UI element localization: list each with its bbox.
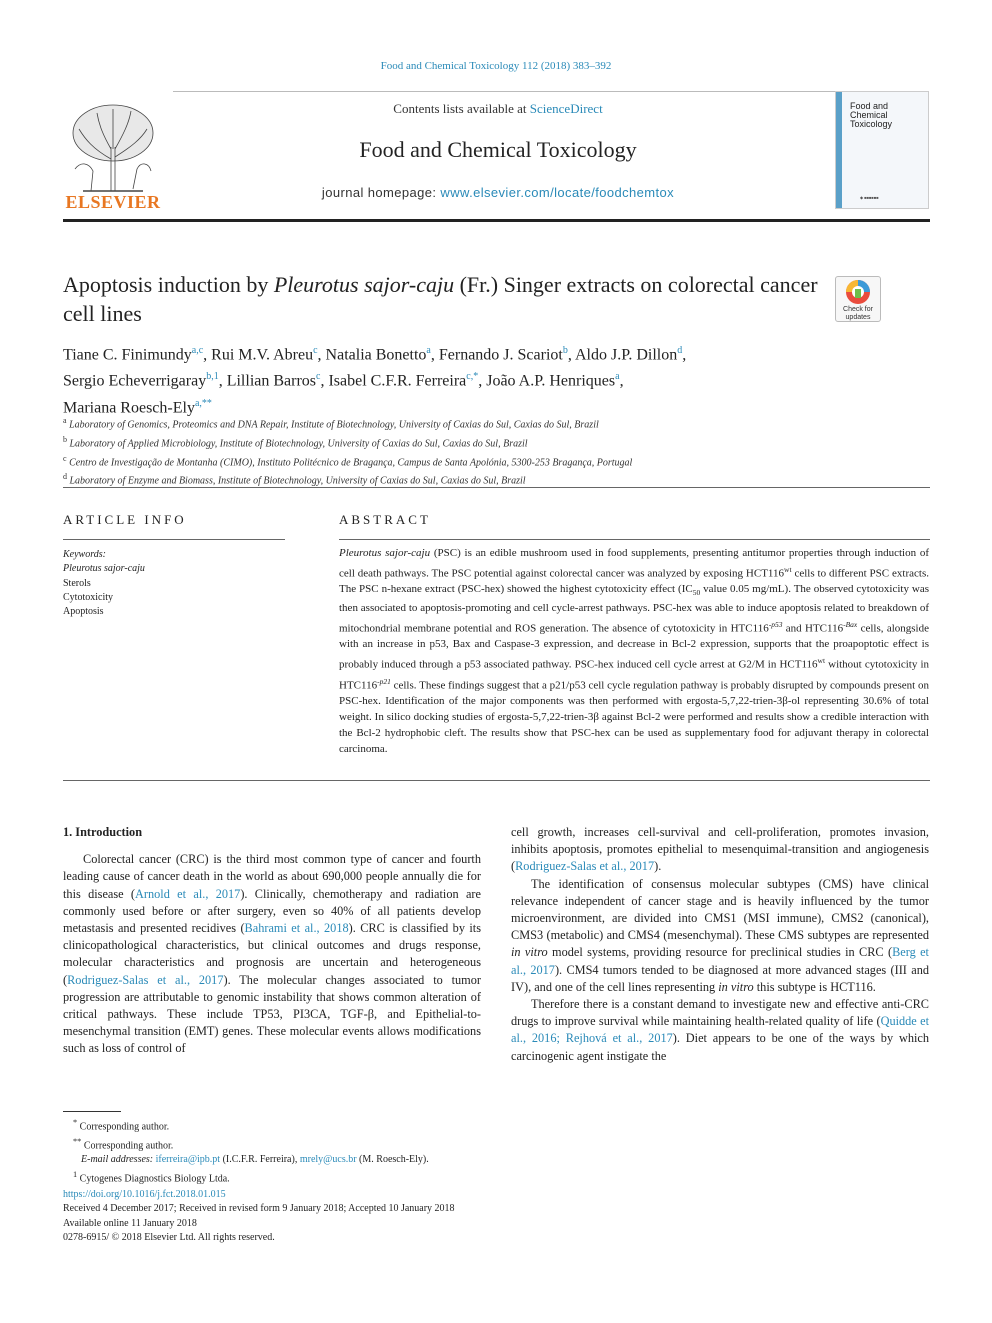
section-heading-introduction: 1. Introduction [63, 825, 143, 839]
keywords-label: Keywords: [63, 549, 106, 560]
author-affiliation-marker[interactable]: c [313, 345, 318, 356]
doi-link[interactable]: https://doi.org/10.1016/j.fct.2018.01.015 [63, 1189, 226, 1200]
affiliations-divider [63, 487, 930, 488]
received-dates: Received 4 December 2017; Received in revised form 9 January 2018; Accepted 10 January 2018 [63, 1203, 455, 1215]
keyword-item: Pleurotus sajor-caju [63, 563, 145, 575]
author-name[interactable]: Aldo J.P. Dillon [574, 346, 678, 364]
author-name[interactable]: Lillian Barros [226, 372, 317, 390]
keyword-item: Sterols [63, 577, 91, 589]
crossmark-icon [836, 277, 880, 307]
author-name[interactable]: Mariana Roesch-Ely [63, 398, 195, 416]
author-name[interactable]: João A.P. Henriques [486, 372, 616, 390]
affiliation-list [63, 414, 923, 489]
article-metadata [63, 1188, 663, 1246]
affiliation: $^b$ Laboratory of Applied Microbiology, Institute of Biotechnology, University of Caxias do Sul, Caxias do Sul, Brazil [63, 434, 528, 450]
keyword-item: Cytotoxicity [63, 591, 113, 603]
header-top-rule [173, 91, 873, 92]
reference-link[interactable]: Arnold et al., 2017 [135, 886, 241, 901]
cover-publisher-mark: ◆ ■■■■■■ [860, 195, 879, 200]
affiliation: $^c$ Centro de Investigação de Montanha (CIMO), Instituto Politécnico de Bragança, Campus de Santa Apolónia, 5300-253 Bragança, Portugal [63, 453, 633, 468]
email-link[interactable]: iferreira@ipb.pt [155, 1154, 221, 1166]
author-separator: , [682, 346, 687, 364]
affiliation: $^d$ Laboratory of Enzyme and Biomass, Institute of Biotechnology, University of Caxias do Sul, Caxias do Sul, Brazil [63, 472, 526, 487]
author-separator: , [317, 346, 326, 364]
author-separator: , [218, 372, 227, 390]
author-separator: , [619, 372, 624, 390]
reference-link[interactable]: Quidde et al., 2016; Rejhová et al., 2017 [511, 1014, 929, 1046]
journal-header [63, 91, 930, 221]
author-affiliation-marker[interactable]: c [316, 371, 321, 383]
author-affiliation-marker[interactable]: a [426, 345, 431, 356]
journal-name: Food and Chemical Toxicology [359, 137, 637, 162]
reference-link[interactable]: Rodriguez-Salas et al., 2017 [67, 972, 224, 987]
author-name[interactable]: Fernando J. Scariot [438, 346, 563, 364]
author-affiliation-marker[interactable]: a,** [194, 397, 212, 409]
homepage-link[interactable]: www.elsevier.com/locate/foodchemtox [440, 185, 675, 200]
author-separator: , [430, 346, 439, 364]
abstract-bottom-rule [63, 780, 930, 781]
author-affiliation-marker[interactable]: a,c [191, 345, 204, 356]
author-separator: , [320, 372, 329, 390]
reference-link[interactable]: Bahrami et al., 2018 [244, 921, 349, 936]
footnote-rule [63, 1111, 121, 1112]
paragraph: Therefore there is a constant demand to investigate new and effective anti-CRC drugs to improve survival while maintaining health-related quality of life (Quidde et al., 2016; Rejhová et al., 2017). Diet appears to be one of the ways by which carcinogenic agent instigate the [511, 997, 929, 1063]
author-separator: , [567, 346, 575, 364]
copyright-line: 0278-6915/ © 2018 Elsevier Ltd. All rights reserved. [63, 1232, 275, 1244]
contents-line: Contents lists available at ScienceDirect [393, 101, 603, 116]
author-separator: , [478, 372, 487, 390]
header-bottom-rule [63, 219, 930, 222]
online-date: Available online 11 January 2018 [63, 1217, 197, 1229]
author-list [63, 340, 863, 419]
journal-citation[interactable]: Food and Chemical Toxicology 112 (2018) 383–392 [380, 60, 612, 72]
body-column-left [63, 824, 481, 1058]
article-info-rule [63, 539, 285, 540]
author-affiliation-marker[interactable]: b [562, 345, 568, 356]
cover-stripe [836, 92, 842, 209]
check-for-updates-badge[interactable] [835, 276, 881, 322]
body-column-right [511, 824, 929, 1065]
footnotes [63, 1116, 503, 1187]
author-name[interactable]: Rui M.V. Abreu [211, 346, 314, 364]
footnote: $^1$ Cytogenes Diagnostics Biology Ltda. [73, 1169, 230, 1185]
email-link[interactable]: mrely@ucs.br [299, 1154, 357, 1166]
keywords-block [63, 548, 145, 619]
email-footnote: E-mail addresses: iferreira@ipb.pt (I.C.F.R. Ferreira), mrely@ucs.br (M. Roesch-Ely). [81, 1154, 429, 1166]
article-title: Apoptosis induction by Pleurotus sajor-caju (Fr.) Singer extracts on colorectal cancer cell lines [63, 272, 818, 326]
author-name[interactable]: Isabel C.F.R. Ferreira [328, 372, 467, 390]
author-name[interactable]: Sergio Echeverrigaray [63, 372, 207, 390]
paragraph: cell growth, increases cell-survival and cell-proliferation, promotes invasion, inhibits apoptosis, promotes epithelial to mesenquimal-transition and angiogenesis (Rodriguez-Salas et al., 2017). [511, 825, 929, 874]
author-affiliation-marker[interactable]: a [615, 371, 620, 383]
author-affiliation-marker[interactable]: d [677, 345, 683, 356]
author-affiliation-marker[interactable]: c,* [466, 371, 479, 383]
author-name[interactable]: Tiane C. Finimundy [63, 346, 192, 364]
elsevier-wordmark: ELSEVIER [65, 192, 161, 212]
reference-link[interactable]: Berg et al., 2017 [511, 945, 929, 977]
footnote: * Corresponding author. [73, 1118, 170, 1133]
reference-link[interactable]: Rodriguez-Salas et al., 2017 [515, 859, 655, 874]
affiliation: $^a$ Laboratory of Genomics, Proteomics and DNA Repair, Institute of Biotechnology, University of Caxias do Sul, Caxias do Sul, Brazil [63, 416, 599, 431]
abstract-rule [339, 539, 930, 540]
paragraph: The identification of consensus molecular subtypes (CMS) have clinical relevance independent of cancer stage and is heavily influenced by the tumor microenvironment, are divided into CMS1 (MSI immune), CMS2 (canonical), CMS3 (metabolic) and CMS4 (mesenchymal). These CMS subtypes are represented in vitro model systems, providing resource for preclinical studies in CRC (Berg et al., 2017). CMS4 tumors tended to be diagnosed at more advanced stages (III and IV), and one of the cell lines representing in vitro this subtype is HCT116. [511, 876, 929, 994]
paragraph: Colorectal cancer (CRC) is the third most common type of cancer and fourth leading cause of cancer death in the world as about 690,000 people annually die for this disease (Arnold et al., 2017). Clinically, chemotherapy and radiation are commonly used before or after surgery, even so 40% of all patients develop metastasis and presented recidives (Bahrami et al., 2018). CRC is classified by its clinicopathological characteristics, but clinical outcomes and drugs response, molecular characteristics and prognosis are uncertain and heterogeneous (Rodriguez-Salas et al., 2017). The molecular changes associated to tumor progression are attributable to genomic instability that shows common alteration of critical pathways. These include TP53, PI3CA, TGF-β, and Epithelial-to-mesenchymal transition (EMT) genes. These molecular events allows modifications such as loss of control of [63, 852, 482, 1056]
abstract-heading: ABSTRACT [339, 512, 431, 527]
keyword-item: Apoptosis [63, 606, 104, 618]
journal-cover-thumbnail[interactable] [835, 91, 929, 209]
author-separator: , [203, 346, 212, 364]
author-name[interactable]: Natalia Bonetto [325, 346, 427, 364]
homepage-line: journal homepage: www.elsevier.com/locate/foodchemtox [321, 185, 675, 200]
article-info-heading: ARTICLE INFO [63, 512, 187, 527]
sciencedirect-link[interactable]: ScienceDirect [529, 101, 603, 116]
cover-title: Food and Chemical Toxicology [850, 101, 893, 129]
crossmark-label: Check for updates [843, 306, 873, 321]
author-affiliation-marker[interactable]: b,1 [206, 371, 219, 383]
abstract-text: Pleurotus sajor-caju (PSC) is an edible mushroom used in food supplements, presenting antitumor properties through induction of cell death pathways. The PSC potential against colorectal cancer was analyzed by exposing $HCT116^{wt}$ cells to different PSC extracts. The PSC n-hexane extract (PSC-hex) showed the highest cytotoxicity effect ($IC_{50}$ value 0.05 mg/mL). The observed cytotoxicity was then associated to apoptosis-promoting and cell cycle-arrest pathways. PSC-hex was able to induce apoptosis related to breakdown of mitochondrial membrane potential and ROS generation. The absence of cytotoxicity in $HTC116^{-p53}$ and $HTC116^{-Bax}$ cells, alongside with an increase in p53, Bax and Caspase-3 expression, and decrease in Bcl-2 expression, supports that the proapoptotic effect is probably induced through a p53 associated pathway. PSC-hex induced cell cycle arrest at G2/M in $HCT116^{wt}$ without cytotoxicity in $HTC116^{-p21}$ cells. These findings suggest that a p21/p53 cell cycle regulation pathway is probably disrupted by compounds present on PSC-hex. Identification of the major components was then performed with ergosta-5,7,22-trien-3β-ol representing 30.6% of total weight. In silico docking studies of ergosta-5,7,22-trien-3β against Bcl-2 were performed and results show a credible interaction with the Bcl-2 hydrophobic cleft. The results show that PSC-hex can be used as supplementary food for adjuvant therapy in colorectal carcinoma. [339, 547, 930, 755]
footnote: ** Corresponding author. [73, 1136, 174, 1152]
header-center [183, 101, 813, 200]
